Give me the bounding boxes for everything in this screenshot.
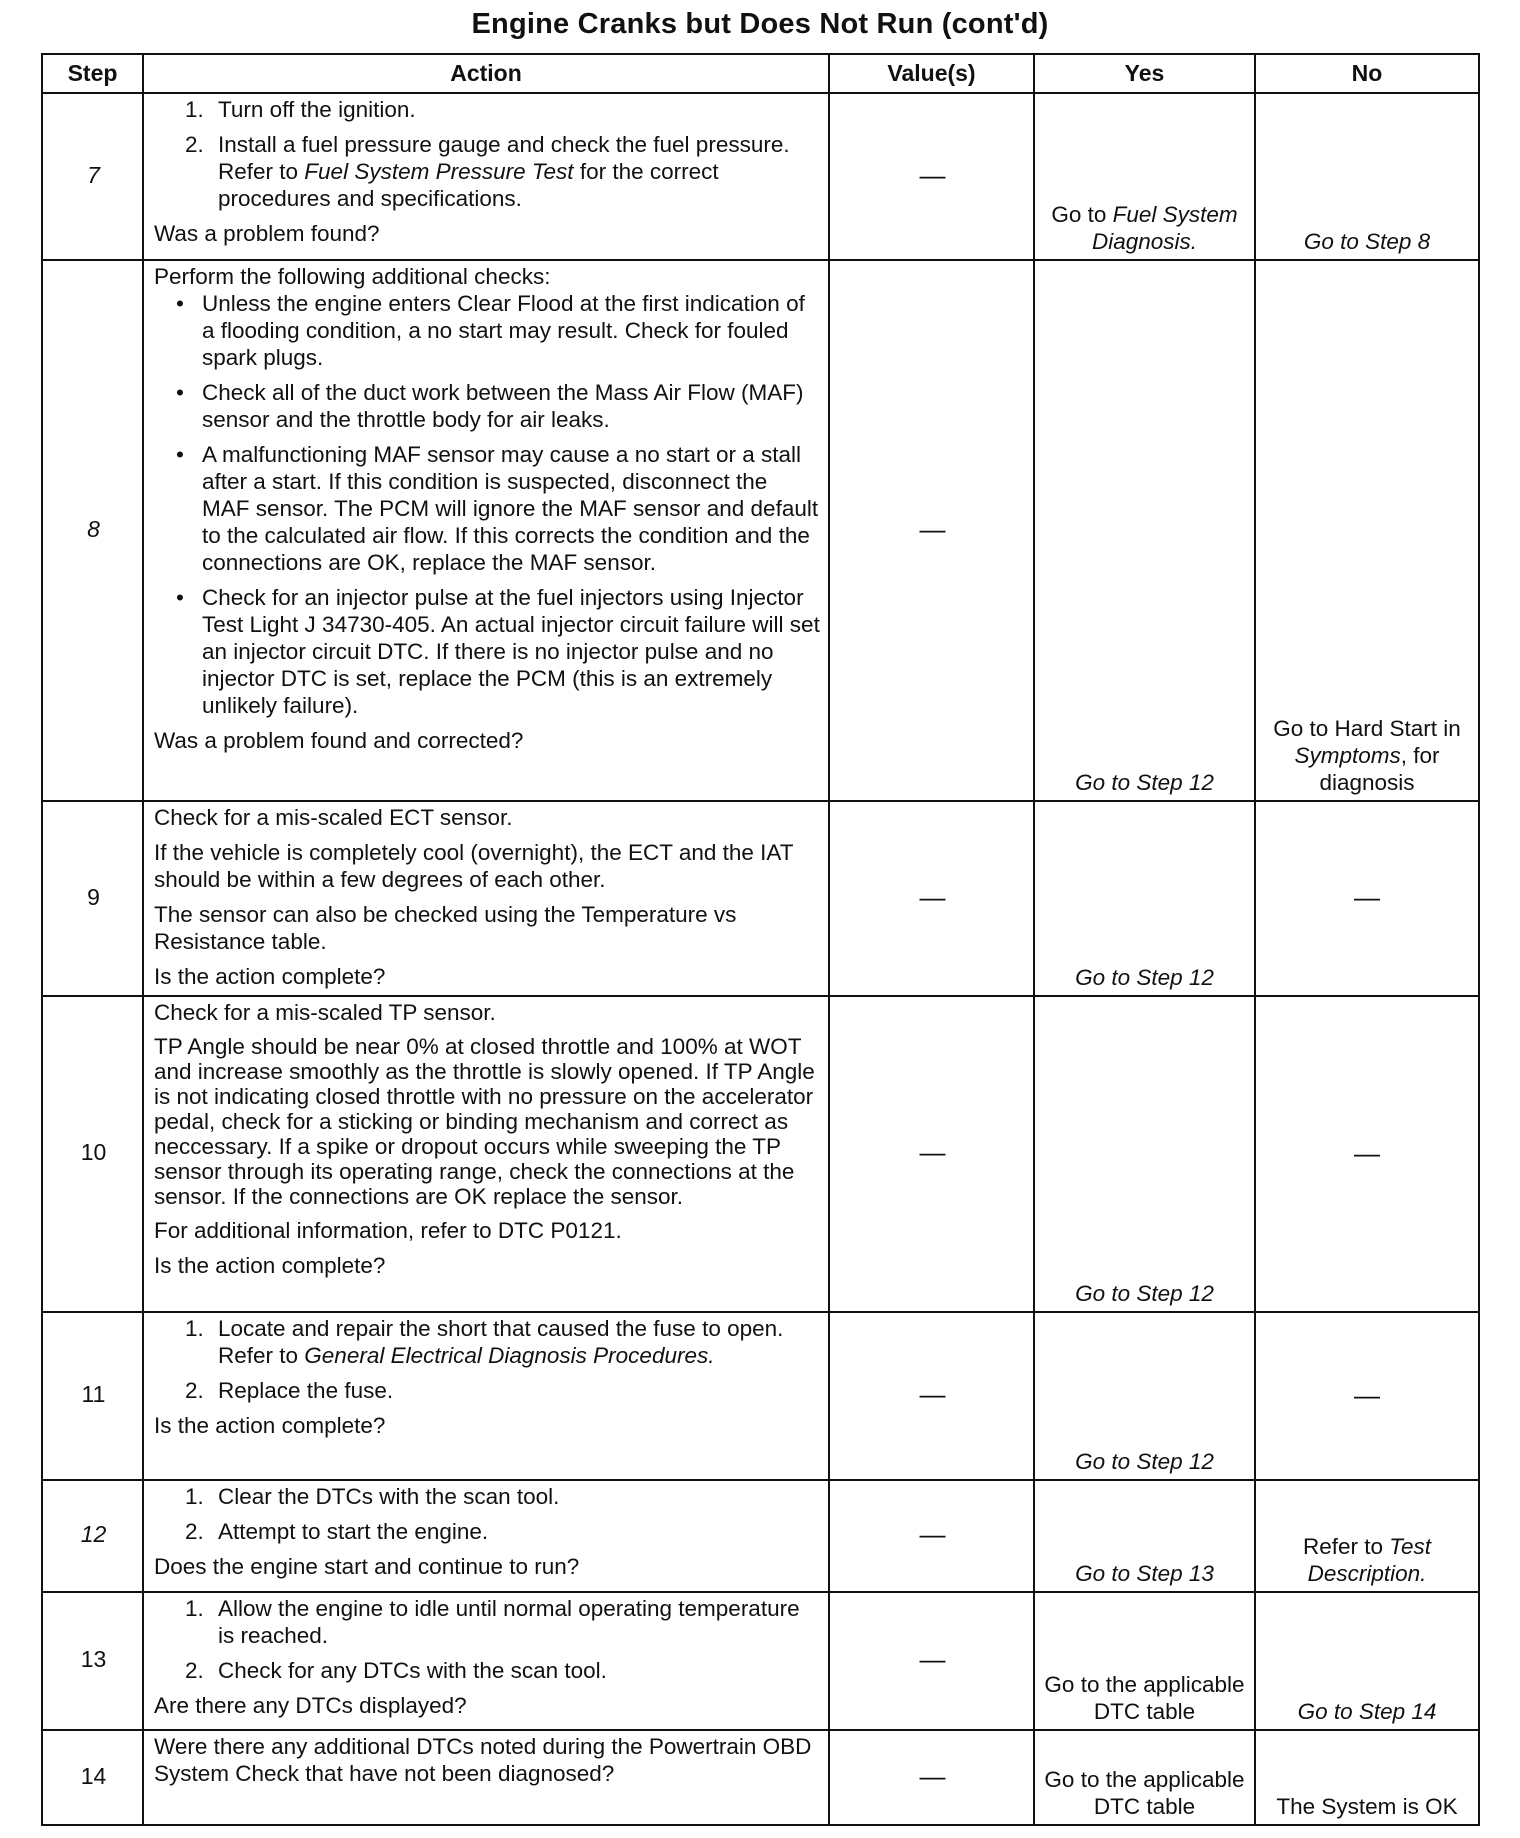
no-cell: — bbox=[1255, 801, 1479, 996]
yes-cell: Go to Step 12 bbox=[1034, 996, 1255, 1312]
header-yes: Yes bbox=[1034, 54, 1255, 93]
action-bullet: • Check all of the duct work between the Mass Air Flow (MAF) sensor and the throttle body for air leaks. bbox=[192, 379, 820, 433]
value-cell: — bbox=[829, 260, 1034, 801]
header-step: Step bbox=[42, 54, 143, 93]
table-row-step-12 bbox=[42, 1480, 1479, 1592]
table-row-step-9 bbox=[42, 801, 1479, 996]
action-cell bbox=[143, 996, 829, 1312]
value-cell: — bbox=[829, 1730, 1034, 1825]
value-cell: — bbox=[829, 93, 1034, 260]
reference-link: General Electrical Diagnosis Procedures. bbox=[304, 1343, 715, 1368]
table-row-step-13 bbox=[42, 1592, 1479, 1730]
action-item: 2. Attempt to start the engine. bbox=[210, 1518, 820, 1545]
header-action: Action bbox=[143, 54, 829, 93]
no-cell: The System is OK bbox=[1255, 1730, 1479, 1825]
step-number: 8 bbox=[42, 260, 143, 801]
step-number: 9 bbox=[42, 801, 143, 996]
value-cell: — bbox=[829, 996, 1034, 1312]
action-question: Is the action complete? bbox=[154, 1413, 386, 1438]
action-question: Is the action complete? bbox=[154, 1253, 386, 1278]
header-no: No bbox=[1255, 54, 1479, 93]
header-values: Value(s) bbox=[829, 54, 1034, 93]
yes-cell: Go to the applicable DTC table bbox=[1034, 1730, 1255, 1825]
action-cell bbox=[143, 1730, 829, 1825]
action-bullet: • A malfunctioning MAF sensor may cause a no start or a stall after a start. If this condition is suspected, disconnect the MAF sensor. The PCM will ignore the MAF sensor and default to the calculated air flow. If this corrects the condition and the connections are OK, replace the MAF sensor. bbox=[192, 441, 820, 576]
table-row-step-14 bbox=[42, 1730, 1479, 1825]
action-bullet: • Check for an injector pulse at the fuel injectors using Injector Test Light J 34730-405. An actual injector circuit failure will set an injector circuit DTC. If there is no injector pulse and no injector DTC is set, replace the PCM (this is an extremely unlikely failure). bbox=[192, 584, 820, 719]
action-item: 2. Install a fuel pressure gauge and check the fuel pressure. Refer to Fuel System Pressure Test for the correct procedures and specifications. bbox=[210, 131, 820, 212]
action-question: Is the action complete? bbox=[154, 964, 386, 989]
action-item: 1. Turn off the ignition. bbox=[210, 96, 820, 123]
value-cell: — bbox=[829, 1592, 1034, 1730]
yes-cell: Go to Step 12 bbox=[1034, 260, 1255, 801]
action-text: TP Angle should be near 0% at closed throttle and 100% at WOT and increase smoothly as the throttle is slowly opened. If TP Angle is not indicating closed throttle with no pressure on the accelerator pedal, check for a sticking or binding mechanism and correct as neccessary. If a spike or dropout occurs while sweeping the TP sensor through its operating range, check the connections at the sensor. If the connections are OK replace the sensor. bbox=[154, 1034, 815, 1209]
action-text: Check for a mis-scaled ECT sensor. bbox=[154, 805, 513, 830]
action-item: 1. Allow the engine to idle until normal operating temperature is reached. bbox=[210, 1595, 820, 1649]
action-cell bbox=[143, 1312, 829, 1480]
table-row-step-7 bbox=[42, 93, 1479, 260]
no-cell: Go to Step 8 bbox=[1255, 93, 1479, 260]
yes-cell: Go to Step 12 bbox=[1034, 1312, 1255, 1480]
action-question: Were there any additional DTCs noted during the Powertrain OBD System Check that have not been diagnosed? bbox=[154, 1734, 812, 1786]
action-item: 2. Check for any DTCs with the scan tool. bbox=[210, 1657, 820, 1684]
action-text: If the vehicle is completely cool (overnight), the ECT and the IAT should be within a few degrees of each other. bbox=[154, 840, 794, 892]
table-row-step-10 bbox=[42, 996, 1479, 1312]
action-cell bbox=[143, 801, 829, 996]
step-number: 13 bbox=[42, 1592, 143, 1730]
no-cell: Refer to Test Description. bbox=[1255, 1480, 1479, 1592]
action-question: Was a problem found and corrected? bbox=[154, 728, 524, 753]
action-bullet: • Unless the engine enters Clear Flood at the first indication of a flooding condition, a no start may result. Check for fouled spark plugs. bbox=[192, 290, 820, 371]
no-cell: — bbox=[1255, 996, 1479, 1312]
no-cell: Go to Step 14 bbox=[1255, 1592, 1479, 1730]
step-number: 10 bbox=[42, 996, 143, 1312]
yes-cell: Go to Step 12 bbox=[1034, 801, 1255, 996]
no-cell: Go to Hard Start in Symptoms, for diagnosis bbox=[1255, 260, 1479, 801]
value-cell: — bbox=[829, 801, 1034, 996]
action-question: Was a problem found? bbox=[154, 221, 380, 246]
action-cell bbox=[143, 260, 829, 801]
action-question: Are there any DTCs displayed? bbox=[154, 1693, 467, 1718]
yes-cell: Go to Fuel System Diagnosis. bbox=[1034, 93, 1255, 260]
action-text: For additional information, refer to DTC P0121. bbox=[154, 1218, 622, 1243]
action-cell bbox=[143, 93, 829, 260]
diagnostic-table bbox=[41, 53, 1480, 1826]
table-row-step-11 bbox=[42, 1312, 1479, 1480]
step-number: 12 bbox=[42, 1480, 143, 1592]
step-number: 14 bbox=[42, 1730, 143, 1825]
action-item: 1. Clear the DTCs with the scan tool. bbox=[210, 1483, 820, 1510]
page-title: Engine Cranks but Does Not Run (cont'd) bbox=[471, 8, 1049, 40]
action-item: 2. Replace the fuse. bbox=[210, 1377, 820, 1404]
action-question: Does the engine start and continue to run? bbox=[154, 1554, 580, 1579]
action-item: 1. Locate and repair the short that caused the fuse to open. Refer to General Electrical Diagnosis Procedures. bbox=[210, 1315, 820, 1369]
table-header-row bbox=[42, 54, 1479, 93]
value-cell: — bbox=[829, 1312, 1034, 1480]
action-cell bbox=[143, 1480, 829, 1592]
no-cell: — bbox=[1255, 1312, 1479, 1480]
reference-link: Fuel System Pressure Test bbox=[304, 159, 574, 184]
action-text: Check for a mis-scaled TP sensor. bbox=[154, 1000, 496, 1025]
action-intro: Perform the following additional checks: bbox=[154, 264, 551, 289]
action-cell bbox=[143, 1592, 829, 1730]
table-row-step-8 bbox=[42, 260, 1479, 801]
step-number: 7 bbox=[42, 93, 143, 260]
yes-cell: Go to Step 13 bbox=[1034, 1480, 1255, 1592]
value-cell: — bbox=[829, 1480, 1034, 1592]
yes-cell: Go to the applicable DTC table bbox=[1034, 1592, 1255, 1730]
step-number: 11 bbox=[42, 1312, 143, 1480]
action-text: The sensor can also be checked using the Temperature vs Resistance table. bbox=[154, 902, 737, 954]
